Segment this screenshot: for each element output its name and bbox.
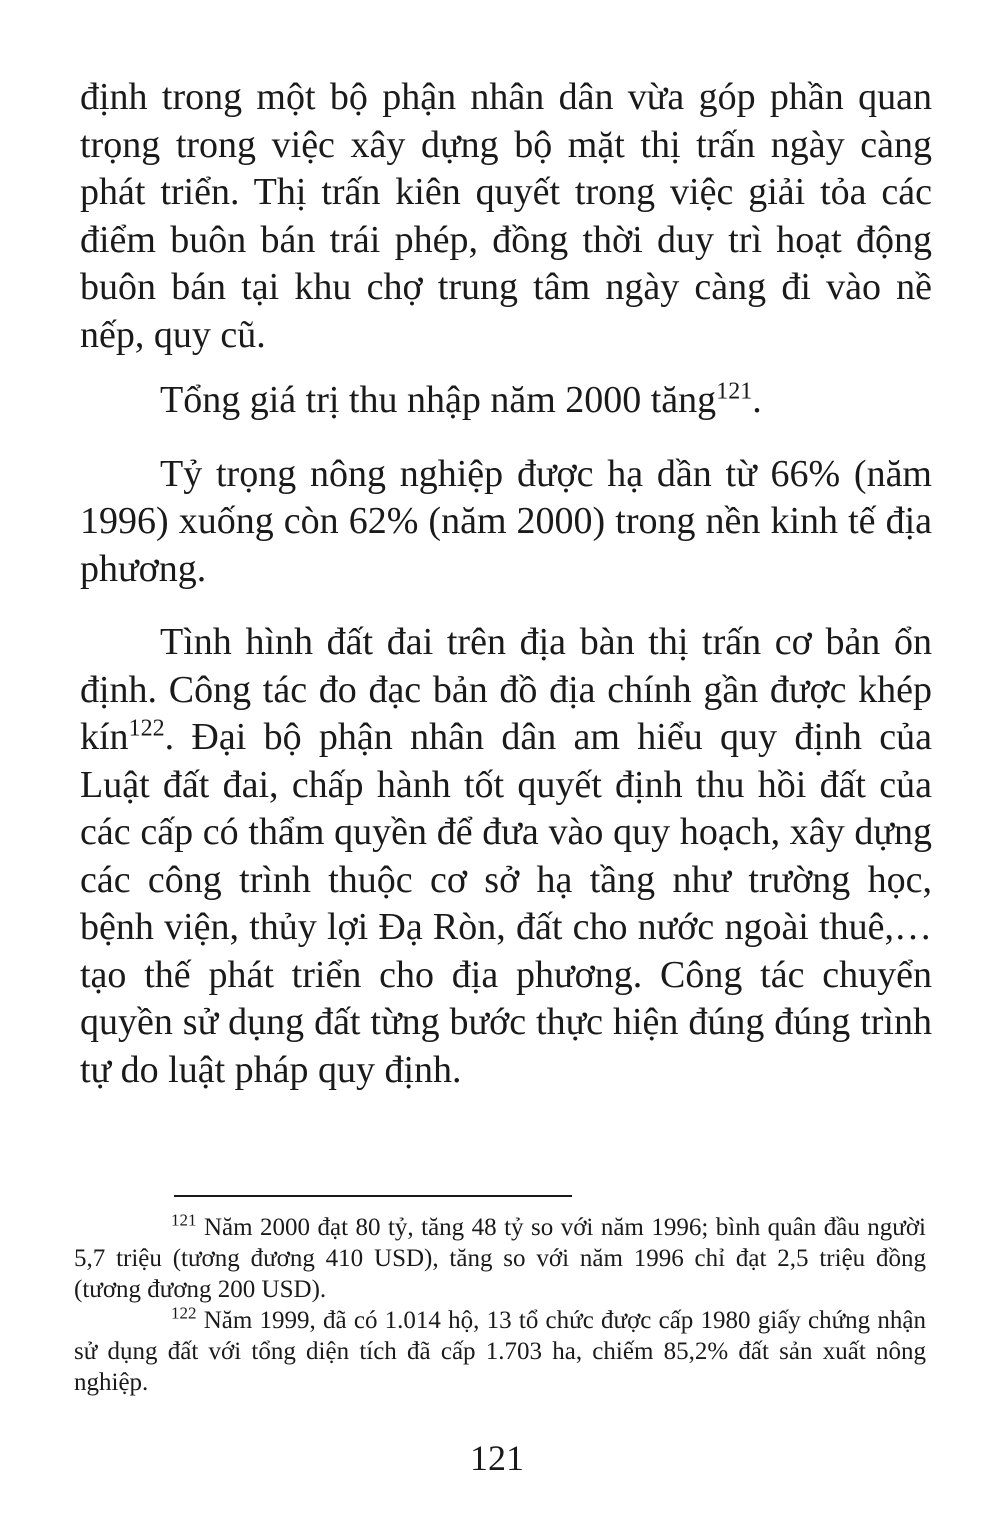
page-body [80,74,932,1094]
footnote-ref-121: 121 [716,378,753,405]
paragraph-4-rest: . Đại bộ phận nhân dân am hiểu quy định của Luật đất đai, chấp hành tốt quyết định thu hồi đất của các cấp có thẩm quyền để đưa vào quy hoạch, xây dựng các công trình thuộc cơ sở hạ tầng như trường học, bệnh viện, thủy lợi Đạ Ròn, đất cho nước ngoài thuê,… tạo thế phát triển cho địa phương. Công tác chuyển quyền sử dụng đất từng bước thực hiện đúng đúng trình tự do luật pháp quy định. [80,716,932,1091]
paragraph-4 [80,619,932,1094]
footnote-ref-122: 122 [128,715,165,742]
page-number: 121 [470,1438,524,1478]
footnote-121 [74,1212,926,1305]
paragraph-2 [80,377,932,425]
paragraph-1: định trong một bộ phận nhân dân vừa góp phần quan trọng trong việc xây dựng bộ mặt thị trấn ngày càng phát triển. Thị trấn kiên quyết trong việc giải tỏa các điểm buôn bán trái phép, đồng thời duy trì hoạt động buôn bán tại khu chợ trung tâm ngày càng đi vào nề nếp, quy cũ. [80,76,932,356]
footnote-number-122: 122 [171,1303,197,1323]
footnote-number-121: 121 [171,1210,197,1230]
paragraph-2-end: . [752,379,762,421]
footnote-122-text: Năm 1999, đã có 1.014 hộ, 13 tổ chức được cấp 1980 giấy chứng nhận sử dụng đất với tổng diện tích đã cấp 1.703 ha, chiếm 85,2% đất sản xuất nông nghiệp. [74,1307,926,1396]
footnotes [74,1212,926,1398]
paragraph-4-text: Tình hình đất đai trên địa bàn thị trấn cơ bản ổn định. Công tác đo đạc bản đồ địa chính gần được khép kín [80,621,932,758]
footnote-separator [174,1195,572,1197]
footnote-121-text: Năm 2000 đạt 80 tỷ, tăng 48 tỷ so với năm 1996; bình quân đầu người 5,7 triệu (tương đương 410 USD), tăng so với năm 1996 chỉ đạt 2,5 triệu đồng (tương đương 200 USD). [74,1214,926,1303]
paragraph-3: Tỷ trọng nông nghiệp được hạ dần từ 66% (năm 1996) xuống còn 62% (năm 2000) trong nền kinh tế địa phương. [80,452,932,590]
paragraph-2-text: Tổng giá trị thu nhập năm 2000 tăng [160,379,717,421]
footnote-122 [74,1305,926,1398]
